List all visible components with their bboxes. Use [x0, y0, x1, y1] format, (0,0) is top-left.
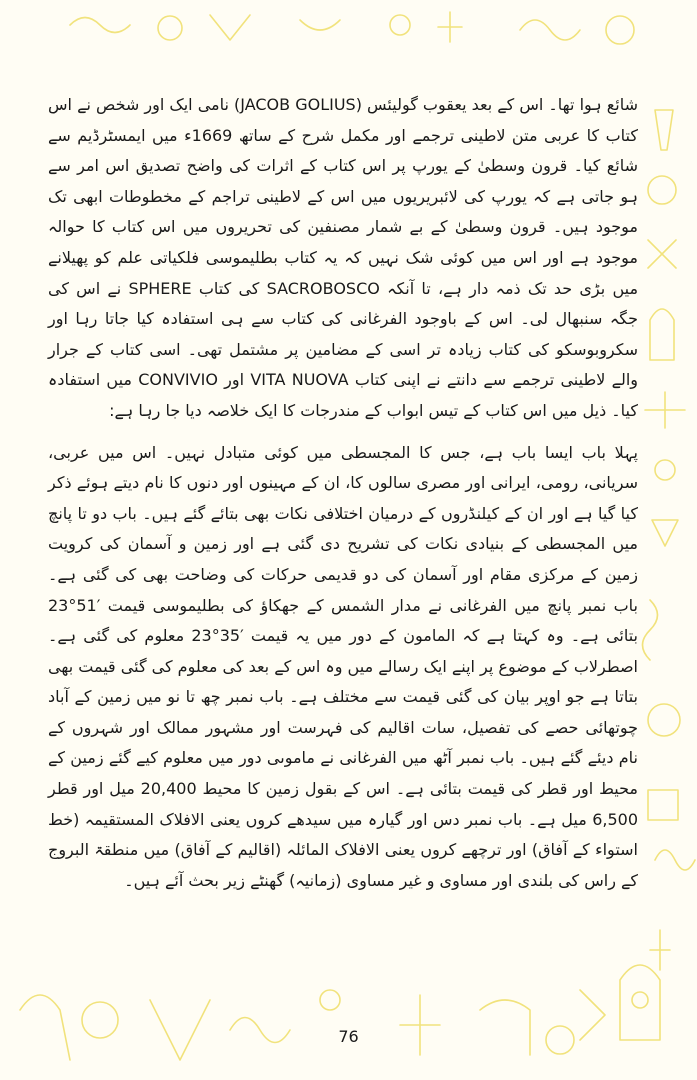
body-paragraph: شائع ہوا تھا۔ اس کے بعد یعقوب گولیئس (JACOB GOLIUS) نامی ایک اور شخص نے اس کتاب کا عربی متن لاطینی ترجمے اور مکمل شرح کے ساتھ 1669ء میں ایمسٹرڈیم سے شائع کیا۔ قرون وسطیٰ کے یورپ پر اس کتاب کے اثرات کی واضح تصدیق اس امر سے ہو جاتی ہے کہ یورپ کی لائبریریوں میں اس کے لاطینی تراجم کے مخطوطات ابھی تک موجود ہیں۔ قرون وسطیٰ کے بے شمار مصنفین کی تحریروں میں اس کتاب کا حوالہ موجود ہے اور اس میں کوئی شک نہیں کہ یہ کتاب بطلیموسی فلکیاتی علم کو پھیلانے میں بڑی حد تک ذمہ دار ہے، تا آنکہ SACROBOSCO کی کتاب SPHERE نے اس کی جگہ سنبھال لی۔ اس کے باوجود الفرغانی کی کتاب سے ہی استفادہ کیا جاتا رہا اور سکروبوسکو کی کتاب زیادہ تر اسی کے مضامین پر مشتمل تھی۔ اسی کتاب کے جرار والے لاطینی ترجمے سے دانتے نے اپنی کتاب VITA NUOVA اور CONVIVIO میں استفادہ کیا۔ ذیل میں اس کتاب کے تیس ابواب کے مندرجات کا ایک خلاصہ دیا جا رہا ہے: [48, 95, 639, 420]
page-number: 76 [338, 1027, 359, 1046]
page-body [48, 90, 638, 896]
body-paragraph: پہلا باب ایسا باب ہے، جس کا المجسطی میں کوئی متبادل نہیں۔ اس میں عربی، سریانی، رومی، ایرانی اور مصری سالوں کا، ان کے مہینوں اور دنوں کا نام دیتے ہوئے ذکر کیا گیا ہے اور ان کے کیلنڈروں کے درمیان اختلافی نکات بھی بتائے گئے ہیں۔ باب دو تا پانچ میں المجسطی کے بنیادی نکات کی تشریح دی گئی ہے اور زمین و آسمان کی کرویت زمین کے مرکزی مقام اور آسمان کی دو قدیمی حرکات کی وضاحت بھی کی گئی ہے۔ باب نمبر پانچ میں الفرغانی نے مدار الشمس کے جھکاؤ کی بطلیموسی قیمت ′51°23 بتائی ہے۔ وہ کہتا ہے کہ المامون کے دور میں یہ قیمت ′35°23 معلوم کی گئی ہے۔ اصطرلاب کے موضوع پر اپنے ایک رسالے میں وہ اس کے بعد کی معلوم کی گئی قیمت بھی بتاتا ہے جو اوپر بیان کی گئی قیمت سے مختلف ہے۔ باب نمبر چھ تا نو میں زمین کے آباد چوتھائی حصے کی تفصیل، سات اقالیم کی فہرست اور مشہور ممالک اور شہروں کے نام دیئے گئے ہیں۔ باب نمبر آٹھ میں الفرغانی نے ماموںی دور میں معلوم کیے گئے زمین کے محیط اور قطر کی قیمت بتائی ہے۔ اس کے بقول زمین کا محیط 20,400 میل اور قطر 6,500 میل ہے۔ باب نمبر دس اور گیارہ میں سیدھے کروں یعنی الافلاک المستقیمہ (خط استواء کے آفاق) اور ترچھے کروں یعنی الافلاک المائلہ (اقالیم کے آفاق) میں منطقۃ البروج کے راس کی بلندی اور مساوی و غیر مساوی (زمانیہ) گھنٹے زیر بحث آئے ہیں۔ [48, 442, 638, 890]
